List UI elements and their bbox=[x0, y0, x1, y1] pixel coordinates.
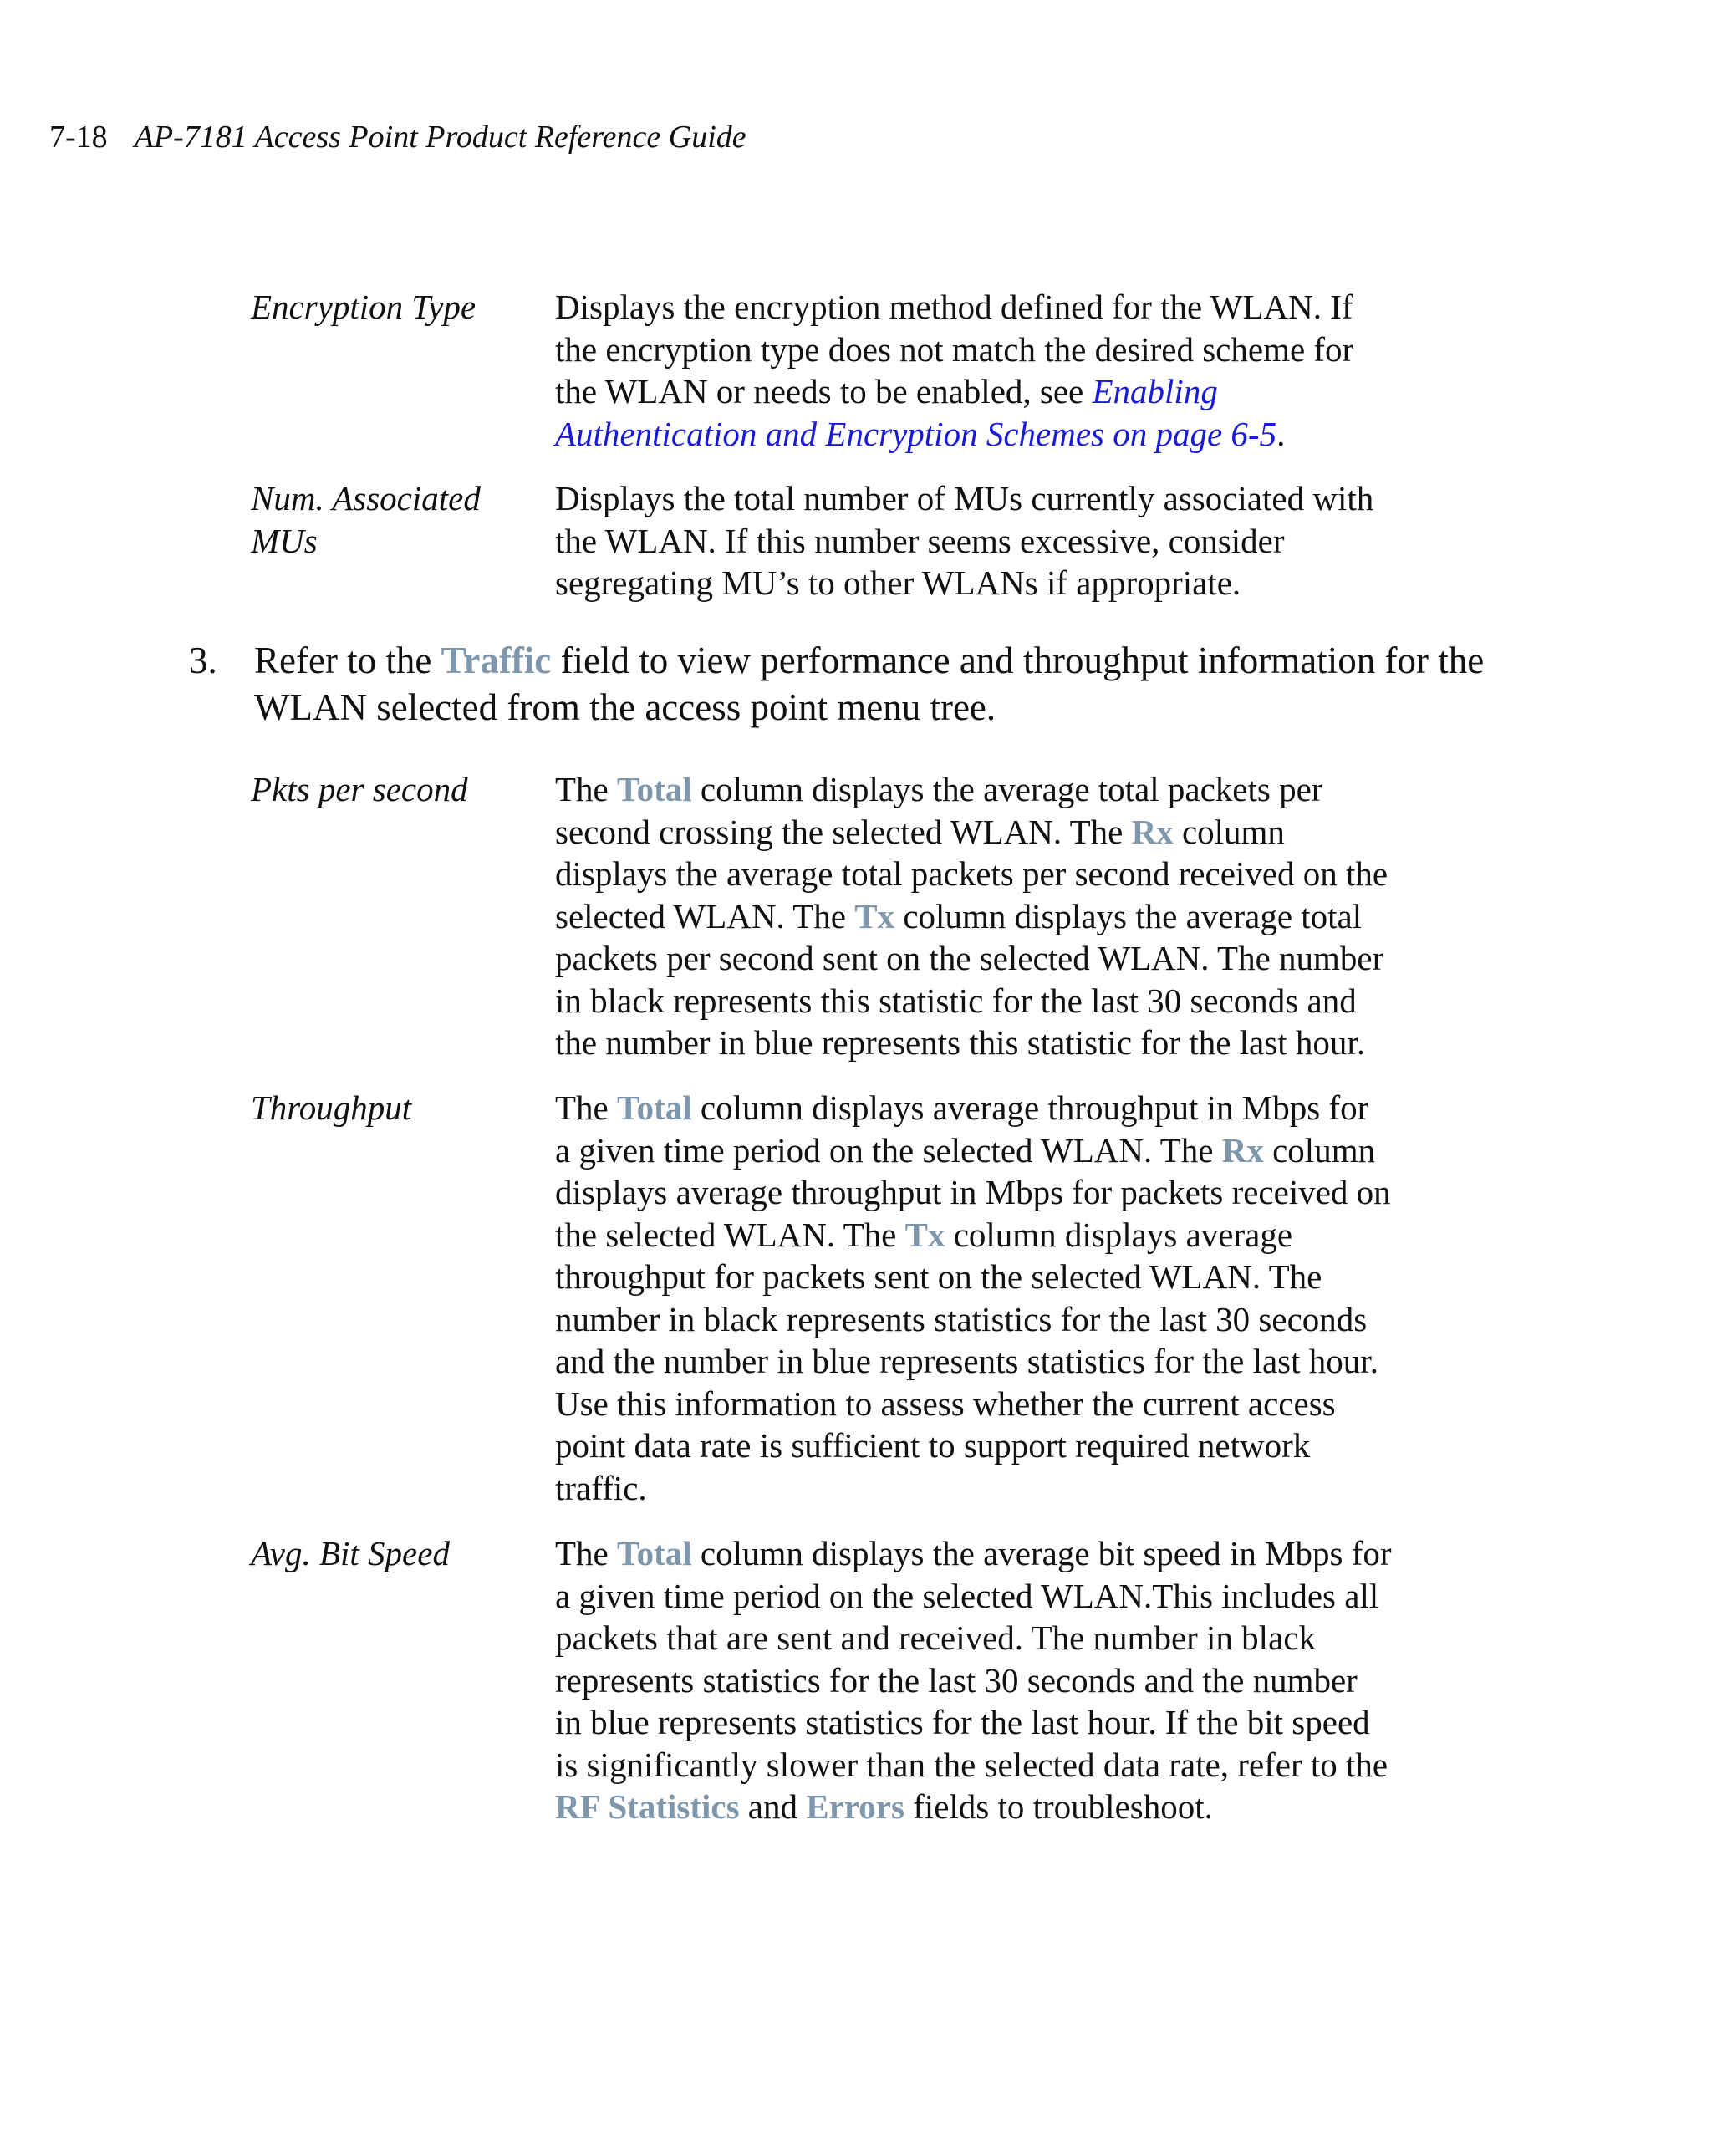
desc-line bbox=[555, 768, 1424, 811]
text-run: The bbox=[555, 1088, 617, 1127]
desc-line bbox=[555, 1744, 1424, 1786]
text-run: The bbox=[555, 1534, 617, 1572]
text-run: represents statistics for the last 30 seconds and the number bbox=[555, 1660, 1358, 1700]
desc-line bbox=[555, 1022, 1424, 1064]
definition-description bbox=[555, 286, 1424, 455]
text-run: second crossing the selected WLAN. The bbox=[555, 812, 1132, 851]
term-line: Num. Associated bbox=[251, 479, 481, 517]
text-run: column bbox=[1173, 812, 1285, 851]
step-line bbox=[254, 637, 1608, 684]
desc-line bbox=[555, 1087, 1424, 1129]
text-run: point data rate is sufficient to support required network bbox=[555, 1426, 1311, 1465]
desc-line bbox=[555, 562, 1424, 604]
definition-term bbox=[251, 477, 535, 562]
desc-line bbox=[555, 1171, 1424, 1214]
text-run: packets per second sent on the selected WLAN. The number bbox=[555, 939, 1384, 977]
step-number: 3. bbox=[189, 640, 217, 681]
cross-reference-link[interactable]: Enabling bbox=[1092, 372, 1218, 410]
text-run: a given time period on the selected WLAN. The bbox=[555, 1130, 1222, 1170]
desc-line bbox=[555, 1129, 1424, 1172]
text-run: WLAN selected from the access point menu tree. bbox=[254, 686, 996, 728]
definition-term bbox=[251, 286, 535, 329]
field-name-errors: Errors bbox=[806, 1787, 904, 1826]
step-body bbox=[254, 637, 1608, 731]
text-run: Displays the encryption method defined for the WLAN. If bbox=[555, 288, 1353, 326]
definition-description bbox=[555, 1087, 1424, 1509]
text-run: and the number in blue represents statistics for the last hour. bbox=[555, 1342, 1378, 1380]
text-run: Displays the total number of MUs currently associated with bbox=[555, 479, 1374, 517]
column-name-total: Total bbox=[617, 770, 692, 808]
step-line bbox=[254, 684, 1608, 731]
desc-line bbox=[555, 1575, 1424, 1618]
text-run: selected WLAN. The bbox=[555, 896, 855, 935]
desc-line bbox=[555, 811, 1424, 854]
desc-line bbox=[555, 286, 1424, 329]
text-run: and bbox=[739, 1787, 807, 1826]
desc-line bbox=[555, 853, 1424, 895]
field-name-rf-statistics: RF Statistics bbox=[555, 1787, 740, 1826]
definition-description bbox=[555, 768, 1424, 1064]
text-run: column displays the average total packets per bbox=[691, 770, 1323, 808]
desc-line bbox=[555, 1214, 1424, 1256]
text-run: field to view performance and throughput information for the bbox=[551, 640, 1485, 681]
definition-description bbox=[555, 477, 1424, 604]
desc-line bbox=[555, 1425, 1424, 1467]
text-run: column displays the average total bbox=[894, 896, 1363, 935]
text-run: throughput for packets sent on the selected WLAN. The bbox=[555, 1257, 1322, 1296]
text-run: segregating MU’s to other WLANs if appropriate. bbox=[555, 563, 1241, 602]
desc-line bbox=[555, 477, 1424, 520]
desc-line bbox=[555, 937, 1424, 980]
text-run: the encryption type does not match the desired scheme for bbox=[555, 329, 1354, 369]
text-run: Refer to the bbox=[254, 640, 441, 681]
page-header bbox=[49, 115, 746, 159]
desc-line bbox=[555, 1659, 1424, 1702]
text-run: column displays the average bit speed in Mbps for bbox=[691, 1534, 1392, 1572]
desc-line bbox=[555, 1340, 1424, 1383]
term-line: Avg. Bit Speed bbox=[251, 1534, 450, 1572]
guide-title: AP-7181 Access Point Product Reference Guide bbox=[134, 120, 746, 155]
text-run: displays average throughput in Mbps for packets received on bbox=[555, 1173, 1391, 1211]
field-name-traffic: Traffic bbox=[441, 640, 552, 681]
definition-term bbox=[251, 768, 535, 811]
desc-line bbox=[555, 520, 1424, 563]
text-run: column bbox=[1263, 1130, 1376, 1170]
text-run: the WLAN or needs to be enabled, see bbox=[555, 372, 1093, 410]
term-line: Pkts per second bbox=[251, 770, 468, 808]
text-run: fields to troubleshoot. bbox=[904, 1787, 1213, 1826]
text-run: displays the average total packets per second received on the bbox=[555, 854, 1388, 893]
column-name-rx: Rx bbox=[1221, 1130, 1264, 1170]
term-line: Encryption Type bbox=[251, 288, 476, 326]
desc-line bbox=[555, 1298, 1424, 1341]
text-run: the WLAN. If this number seems excessive, consider bbox=[555, 521, 1285, 560]
column-name-total: Total bbox=[617, 1088, 692, 1127]
desc-line bbox=[555, 413, 1424, 456]
desc-line bbox=[555, 1467, 1424, 1510]
text-run: a given time period on the selected WLAN.This includes all bbox=[555, 1576, 1379, 1615]
desc-line bbox=[555, 1532, 1424, 1575]
cross-reference-link[interactable]: Authentication and Encryption Schemes on page 6-5 bbox=[555, 414, 1277, 453]
text-run: column displays average throughput in Mbps for bbox=[691, 1088, 1369, 1127]
desc-line bbox=[555, 1256, 1424, 1298]
definition-term bbox=[251, 1087, 535, 1129]
column-name-tx: Tx bbox=[904, 1215, 945, 1254]
desc-line bbox=[555, 1383, 1424, 1425]
desc-line bbox=[555, 1786, 1424, 1828]
text-run: traffic. bbox=[555, 1468, 647, 1507]
term-line: Throughput bbox=[251, 1088, 412, 1127]
term-line: MUs bbox=[251, 521, 318, 560]
column-name-total: Total bbox=[617, 1534, 692, 1572]
column-name-rx: Rx bbox=[1131, 812, 1174, 851]
text-run: in black represents this statistic for the last 30 seconds and bbox=[555, 981, 1357, 1020]
text-run: packets that are sent and received. The number in black bbox=[555, 1618, 1316, 1657]
text-run: is significantly slower than the selected data rate, refer to the bbox=[555, 1745, 1388, 1784]
desc-line bbox=[555, 980, 1424, 1022]
definition-term bbox=[251, 1532, 535, 1575]
column-name-tx: Tx bbox=[854, 896, 895, 935]
text-run: in blue represents statistics for the last hour. If the bit speed bbox=[555, 1703, 1370, 1741]
text-run: . bbox=[1276, 414, 1286, 453]
desc-line bbox=[555, 895, 1424, 938]
text-run: The bbox=[555, 770, 617, 808]
desc-line bbox=[555, 1617, 1424, 1659]
page-number: 7-18 bbox=[49, 120, 108, 155]
desc-line bbox=[555, 1701, 1424, 1744]
text-run: column displays average bbox=[945, 1215, 1293, 1254]
text-run: Use this information to assess whether the current access bbox=[555, 1384, 1336, 1423]
desc-line bbox=[555, 329, 1424, 371]
text-run: the number in blue represents this statistic for the last hour. bbox=[555, 1023, 1365, 1062]
desc-line bbox=[555, 370, 1424, 413]
text-run: the selected WLAN. The bbox=[555, 1215, 905, 1254]
text-run: number in black represents statistics for the last 30 seconds bbox=[555, 1299, 1368, 1338]
definition-description bbox=[555, 1532, 1424, 1828]
